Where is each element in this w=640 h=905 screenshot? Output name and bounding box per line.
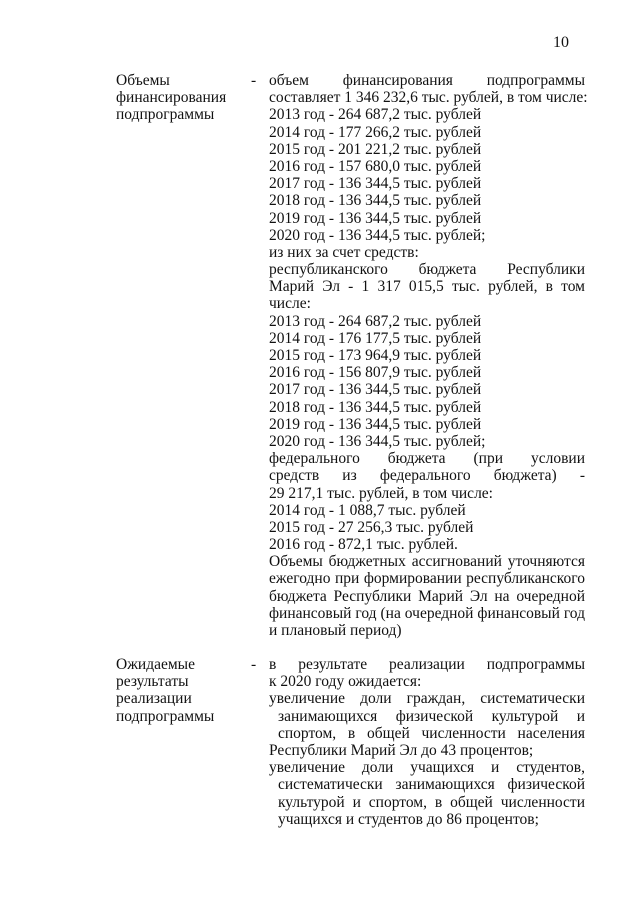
content-line: 2013 год - 264 687,2 тыс. рублей	[269, 106, 482, 124]
content-line: 2016 год - 157 680,0 тыс. рублей	[269, 157, 482, 175]
content-line: из них за счет средств:	[269, 243, 419, 261]
page-number: 10	[553, 34, 569, 51]
section-content	[269, 656, 585, 828]
content-line: 2019 год - 136 344,5 тыс. рублей	[269, 415, 482, 433]
content-line: 2019 год - 136 344,5 тыс. рублей	[269, 209, 482, 227]
section-label	[116, 656, 246, 725]
content-line: средств из федерального бюджета) -	[269, 467, 585, 485]
content-line: 2020 год - 136 344,5 тыс. рублей;	[269, 226, 486, 244]
content-line: 2020 год - 136 344,5 тыс. рублей;	[269, 432, 486, 450]
content-line: увеличение доли учащихся и студентов,	[269, 759, 585, 777]
content-line: культурой и спортом, в общей численности	[278, 793, 585, 811]
content-line: 29 217,1 тыс. рублей, в том числе:	[269, 484, 493, 502]
label-line: реализации	[116, 690, 192, 708]
content-line: составляет 1 346 232,6 тыс. рублей, в том числе:	[269, 89, 588, 107]
content-line: 2017 год - 136 344,5 тыс. рублей	[269, 175, 482, 193]
content-line: 2015 год - 27 256,3 тыс. рублей	[269, 518, 474, 536]
section-dash: -	[251, 656, 257, 673]
content-line: объем финансирования подпрограммы	[269, 72, 585, 89]
content-line: 2017 год - 136 344,5 тыс. рублей	[269, 381, 482, 399]
content-line: в результате реализации подпрограммы	[269, 656, 585, 673]
section-content	[269, 72, 588, 639]
label-line: результаты	[116, 673, 189, 691]
content-line: Объемы бюджетных ассигнований уточняются	[269, 553, 585, 571]
label-line: Ожидаемые	[116, 656, 195, 673]
content-line: Республики Марий Эл до 43 процентов;	[269, 741, 534, 759]
label-line: Объемы	[116, 72, 170, 89]
content-line: и плановый период)	[269, 622, 402, 639]
content-line: бюджета Республики Марий Эл на очередной	[269, 587, 585, 605]
content-line: 2016 год - 872,1 тыс. рублей.	[269, 536, 458, 554]
content-line: спортом, в общей численности населения	[278, 724, 585, 742]
content-line: 2014 год - 177 266,2 тыс. рублей	[269, 123, 482, 141]
content-line: увеличение доли граждан, систематически	[269, 690, 585, 708]
content-line: систематически занимающихся физической	[278, 776, 585, 794]
section-dash: -	[251, 72, 257, 89]
content-line: занимающихся физической культурой и	[278, 707, 585, 725]
content-line: федерального бюджета (при условии	[269, 450, 585, 468]
content-line: 2018 год - 136 344,5 тыс. рублей	[269, 192, 482, 210]
content-line: республиканского бюджета Республики	[269, 261, 585, 279]
content-line: 2015 год - 173 964,9 тыс. рублей	[269, 347, 482, 364]
content-line: 2013 год - 264 687,2 тыс. рублей	[269, 312, 482, 330]
label-line: финансирования	[116, 89, 227, 107]
content-line: 2015 год - 201 221,2 тыс. рублей	[269, 140, 482, 158]
content-line: ежегодно при формировании республиканского	[269, 570, 585, 588]
content-line: учащихся и студентов до 86 процентов;	[278, 810, 539, 828]
content-line: 2018 год - 136 344,5 тыс. рублей	[269, 398, 482, 416]
label-line: подпрограммы	[116, 707, 215, 725]
content-line: числе:	[269, 295, 311, 313]
content-line: финансовый год (на очередной финансовый год	[269, 604, 585, 622]
content-line: 2016 год - 156 807,9 тыс. рублей	[269, 364, 482, 382]
content-line: 2014 год - 1 088,7 тыс. рублей	[269, 501, 466, 519]
content-line: 2014 год - 176 177,5 тыс. рублей	[269, 329, 482, 347]
content-line: Марий Эл - 1 317 015,5 тыс. рублей, в том	[269, 278, 585, 296]
content-line: к 2020 году ожидается:	[269, 673, 422, 691]
label-line: подпрограммы	[116, 106, 215, 124]
section-label	[116, 72, 246, 124]
